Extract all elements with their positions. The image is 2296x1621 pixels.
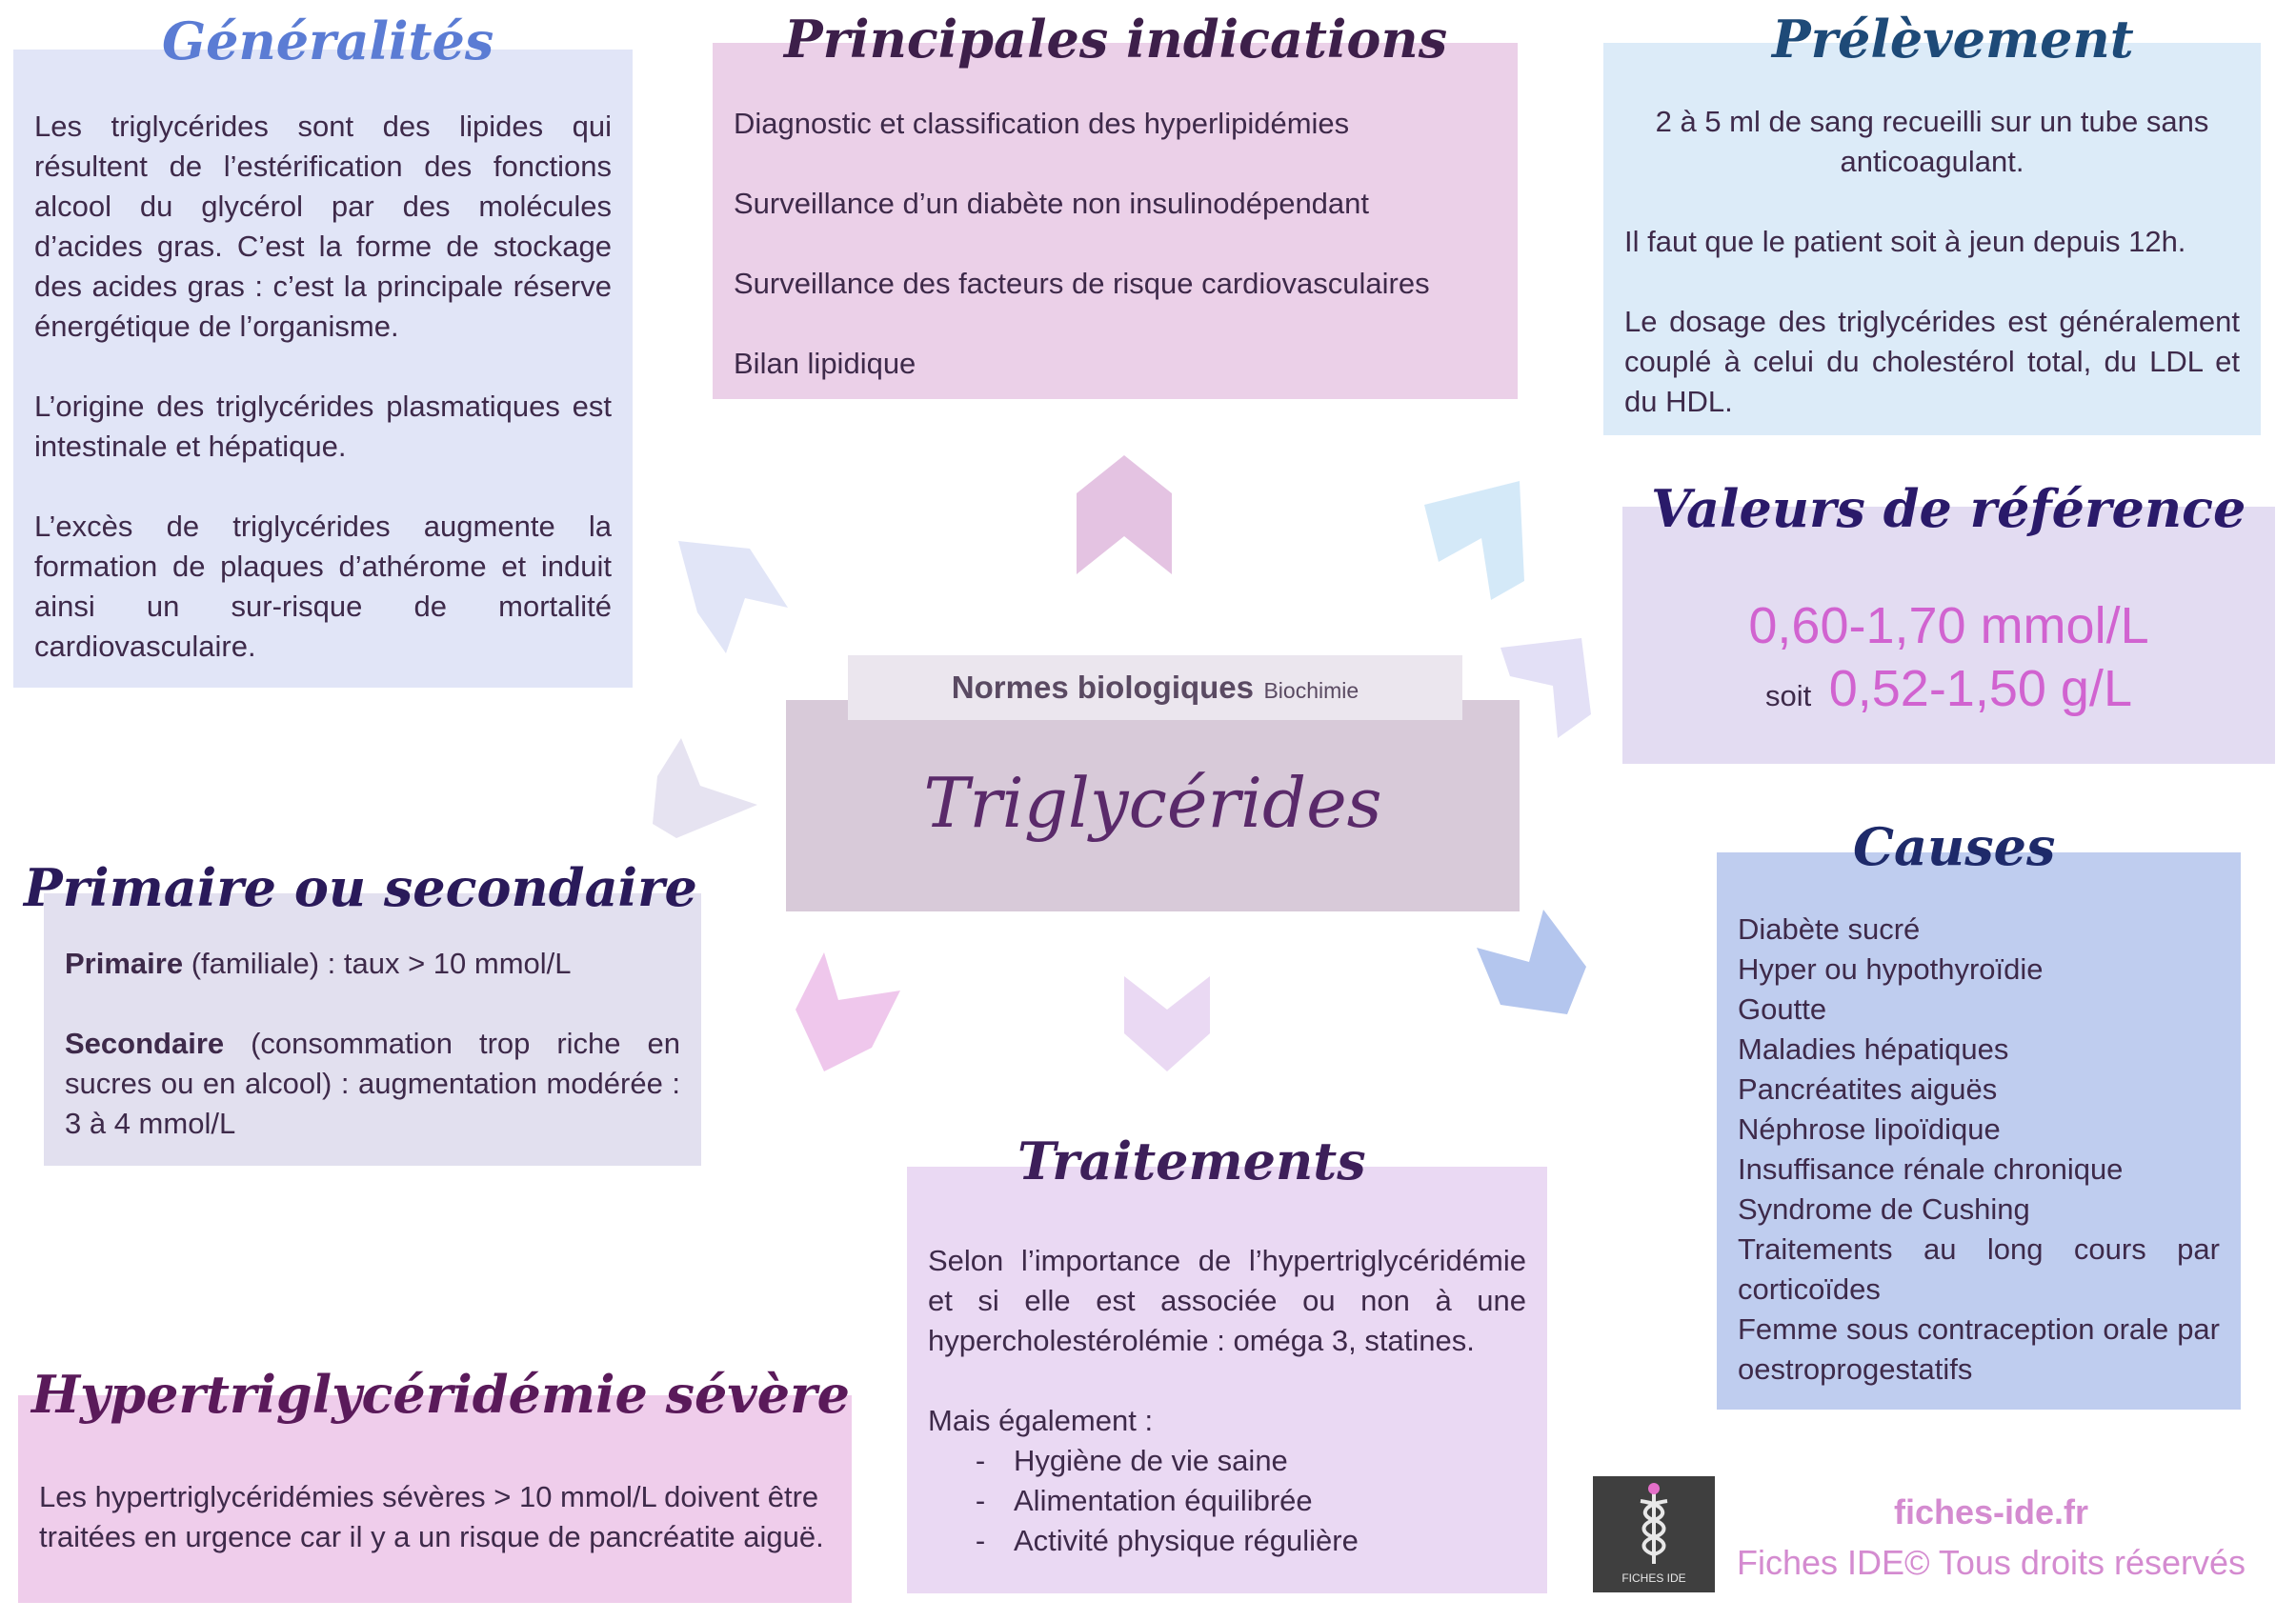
list-dash: - <box>975 1484 986 1517</box>
cause-item: Femme sous contraception orale par oestroprogestatifs <box>1738 1312 2220 1386</box>
cause-item: Pancréatites aiguës <box>1738 1072 1998 1106</box>
indication-item: Bilan lipidique <box>734 347 916 380</box>
prelevement-paragraph: Le dosage des triglycérides est généralement couplé à celui du cholestérol total, du LDL et du HDL. <box>1624 305 2240 418</box>
prelevement-box <box>1603 43 2261 435</box>
arrow-down-right-icon <box>1477 910 1586 1014</box>
traitements-title: Traitements <box>1017 1131 1366 1191</box>
prelevement-title: Prélèvement <box>1772 9 2134 70</box>
traitements-list <box>928 1441 1526 1561</box>
traitements-intro: Selon l’importance de l’hypertriglycéridémie et si elle est associée ou non à une hypercholestérolémie : oméga 3, statines. <box>928 1244 1526 1357</box>
indication-item: Surveillance d’un diabète non insulinodépendant <box>734 187 1370 220</box>
cause-item: Diabète sucré <box>1738 912 1921 946</box>
traitement-item: - Alimentation équilibrée <box>928 1481 1526 1521</box>
prelevement-paragraph: Il faut que le patient soit à jeun depuis 12h. <box>1624 225 2186 258</box>
primary-text: (familiale) : taux > 10 mmol/L <box>183 947 572 980</box>
generalites-paragraph: L’origine des triglycérides plasmatiques est intestinale et hépatique. <box>34 390 612 463</box>
severe-text: Les hypertriglycéridémies sévères > 10 mmol/L doivent être traitées en urgence car il y a un risque de pancréatite aiguë. <box>39 1480 824 1553</box>
list-dash: - <box>975 1444 986 1477</box>
footer-site: fiches-ide.fr <box>1893 1492 2089 1531</box>
reference-value-mmol: 0,60-1,70 mmol/L <box>1748 597 2149 654</box>
prelevement-paragraph: 2 à 5 ml de sang recueilli sur un tube sans anticoagulant. <box>1655 105 2209 178</box>
traitement-item: - Hygiène de vie saine <box>928 1441 1526 1481</box>
severe-box <box>18 1395 852 1603</box>
arrow-down-left-icon <box>796 952 900 1071</box>
center-box <box>786 700 1520 911</box>
logo <box>1593 1476 1715 1592</box>
generalites-paragraph: Les triglycérides sont des lipides qui résultent de l’estérification des fonctions alcool du glycérol par des molécules d’acides gras. C’est la forme de stockage des acides gras : c’est la principale réserve énergétique de l’organisme. <box>34 110 612 343</box>
valeurs-title: Valeurs de référence <box>1651 478 2246 539</box>
traitements-box <box>907 1167 1547 1593</box>
center-tag-label: Normes biologiques <box>951 670 1255 705</box>
footer-rights: Fiches IDE© Tous droits réservés <box>1736 1543 2246 1582</box>
arrow-down-icon <box>1124 976 1210 1071</box>
causes-title: Causes <box>1853 816 2056 877</box>
secondary-text: (consommation trop riche en sucres ou en alcool) : augmentation modérée : 3 à 4 mmol/L <box>65 1027 680 1140</box>
cause-item: Traitements au long cours par corticoïdes <box>1738 1232 2220 1306</box>
traitement-item: - Activité physique régulière <box>928 1521 1526 1561</box>
causes-box <box>1717 852 2241 1410</box>
arrow-left-icon <box>653 738 757 838</box>
list-dash: - <box>975 1524 986 1557</box>
indications-title: Principales indications <box>784 9 1448 70</box>
primary-label: Primaire <box>65 947 184 980</box>
generalites-title: Généralités <box>162 10 494 71</box>
cause-item: Goutte <box>1738 992 1827 1026</box>
cause-item: Néphrose lipoïdique <box>1738 1112 2001 1146</box>
cause-item: Maladies hépatiques <box>1738 1032 2009 1066</box>
indications-box <box>713 43 1518 399</box>
arrow-up-left-icon <box>678 541 788 653</box>
generalites-paragraph: L’excès de triglycérides augmente la formation de plaques d’athérome et induit ainsi un sur-risque de mortalité cardiovasculaire. <box>34 510 612 663</box>
traitements-also: Mais également : <box>928 1404 1154 1437</box>
logo-text: FICHES IDE <box>1621 1571 1686 1585</box>
indication-item: Surveillance des facteurs de risque cardiovasculaires <box>734 267 1430 300</box>
cause-item: Syndrome de Cushing <box>1738 1192 2030 1226</box>
center-tag-sublabel: Biochimie <box>1263 678 1359 703</box>
secondary-label: Secondaire <box>65 1027 225 1060</box>
cause-item: Hyper ou hypothyroïdie <box>1738 952 2044 986</box>
severe-title: Hypertriglycéridémie sévère <box>31 1364 850 1425</box>
cause-item: Insuffisance rénale chronique <box>1738 1152 2124 1186</box>
reference-value-gl: 0,52-1,50 g/L <box>1828 660 2132 717</box>
arrow-up-icon <box>1077 455 1172 574</box>
valeurs-box <box>1622 507 2275 764</box>
arrow-up-right-icon <box>1415 476 1539 600</box>
center-title: Triglycérides <box>923 763 1382 843</box>
indication-item: Diagnostic et classification des hyperlipidémies <box>734 107 1350 140</box>
primaire-box <box>44 893 701 1166</box>
reference-connector: soit <box>1765 679 1812 712</box>
center-tag <box>848 655 1462 720</box>
generalites-box <box>13 50 633 688</box>
primaire-title: Primaire ou secondaire <box>24 857 697 918</box>
